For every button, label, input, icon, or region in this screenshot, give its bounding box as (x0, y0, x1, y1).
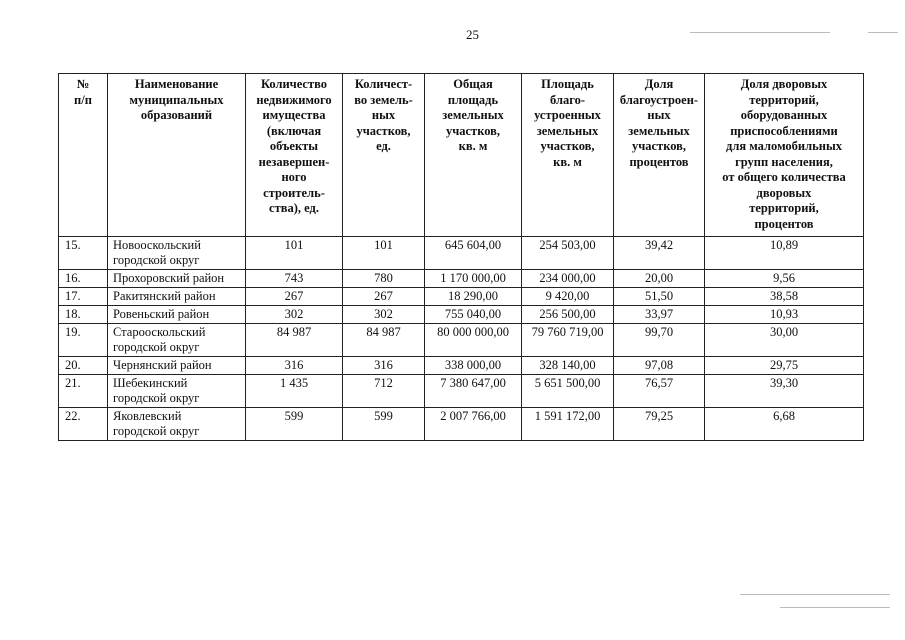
header-line: муниципальных (129, 92, 224, 107)
plots-count-cell: 267 (343, 288, 425, 306)
header-line: Наименование (134, 77, 219, 91)
improved-share-cell: 79,25 (614, 408, 705, 441)
improved-share-cell: 99,70 (614, 324, 705, 357)
column-header (614, 74, 705, 237)
municipality-cell (108, 375, 246, 408)
plots-count-cell: 101 (343, 237, 425, 270)
municipality-name-line: Прохоровский район (113, 271, 225, 285)
plots-count-cell: 302 (343, 306, 425, 324)
table-row (59, 237, 864, 270)
column-header (108, 74, 246, 237)
header-line: благо- (550, 92, 585, 107)
property-count-cell: 101 (246, 237, 343, 270)
header-line: участков, (356, 123, 411, 138)
header-line: территорий, (749, 201, 819, 215)
header-line: Количест- (354, 77, 413, 91)
header-line: земельных (442, 108, 504, 122)
improved-area-cell: 9 420,00 (522, 288, 614, 306)
column-header (59, 74, 108, 237)
scan-artifact (690, 32, 830, 33)
property-count-cell: 743 (246, 270, 343, 288)
total-area-cell: 2 007 766,00 (425, 408, 522, 441)
table-row (59, 357, 864, 375)
column-header (522, 74, 614, 237)
property-count-cell: 84 987 (246, 324, 343, 357)
header-line: земельных (628, 123, 690, 138)
improved-share-cell: 33,97 (614, 306, 705, 324)
improved-share-cell: 76,57 (614, 375, 705, 408)
row-number-cell: 17. (59, 288, 108, 306)
table-row (59, 375, 864, 408)
header-line: имущества (262, 108, 326, 122)
total-area-cell: 1 170 000,00 (425, 270, 522, 288)
header-line: участков, (540, 139, 595, 153)
property-count-cell: 316 (246, 357, 343, 375)
municipality-cell (108, 357, 246, 375)
table-body (59, 237, 864, 441)
improved-area-cell: 1 591 172,00 (522, 408, 614, 441)
municipality-cell (108, 324, 246, 357)
total-area-cell: 755 040,00 (425, 306, 522, 324)
row-number-cell: 21. (59, 375, 108, 408)
property-count-cell: 599 (246, 408, 343, 441)
improved-area-cell: 234 000,00 (522, 270, 614, 288)
municipality-name-line: городской округ (113, 391, 200, 405)
header-line: незавершен- (258, 154, 330, 169)
header-line: Доля (644, 77, 674, 91)
column-header (705, 74, 864, 237)
total-area-cell: 18 290,00 (425, 288, 522, 306)
header-line: (включая (266, 123, 322, 138)
header-line: ных (647, 108, 671, 122)
header-line: ства), ед. (269, 201, 319, 215)
header-line: Площадь (541, 77, 594, 91)
municipality-name-line: городской округ (113, 253, 200, 267)
row-number-cell: 15. (59, 237, 108, 270)
table-row (59, 408, 864, 441)
total-area-cell: 7 380 647,00 (425, 375, 522, 408)
header-line: процентов (629, 154, 689, 169)
header-line: устроенных (534, 108, 601, 122)
header-line: ного (281, 170, 307, 184)
header-line: от общего количества (722, 170, 846, 184)
property-count-cell: 1 435 (246, 375, 343, 408)
yard-share-cell: 29,75 (705, 357, 864, 375)
table-row (59, 270, 864, 288)
header-line: участков, (631, 139, 687, 153)
row-number-cell: 22. (59, 408, 108, 441)
header-line: объекты (269, 139, 319, 153)
header-line: недвижимого (256, 92, 332, 107)
data-table (58, 73, 864, 441)
table-row (59, 324, 864, 357)
municipality-name-line: Ровеньский район (113, 307, 210, 321)
yard-share-cell: 30,00 (705, 324, 864, 357)
plots-count-cell: 599 (343, 408, 425, 441)
municipality-name-line: Яковлевский (113, 409, 182, 423)
header-line: кв. м (458, 139, 488, 153)
plots-count-cell: 316 (343, 357, 425, 375)
column-header (343, 74, 425, 237)
column-header (246, 74, 343, 237)
header-line: дворовых (756, 185, 812, 200)
header-line: Доля дворовых (740, 77, 828, 91)
header-line: площадь (447, 92, 499, 107)
table-row (59, 288, 864, 306)
header-line: кв. м (553, 154, 582, 169)
municipality-cell (108, 237, 246, 270)
row-number-cell: 16. (59, 270, 108, 288)
row-number-cell: 19. (59, 324, 108, 357)
total-area-cell: 645 604,00 (425, 237, 522, 270)
yard-share-cell: 10,93 (705, 306, 864, 324)
municipality-name-line: Чернянский район (113, 358, 212, 372)
yard-share-cell: 6,68 (705, 408, 864, 441)
total-area-cell: 338 000,00 (425, 357, 522, 375)
page-number: 25 (466, 27, 479, 42)
improved-area-cell: 79 760 719,00 (522, 324, 614, 357)
header-line: во земель- (354, 92, 413, 107)
municipality-name-line: Ракитянский район (113, 289, 216, 303)
improved-share-cell: 39,42 (614, 237, 705, 270)
table-row (59, 306, 864, 324)
plots-count-cell: 780 (343, 270, 425, 288)
column-header (425, 74, 522, 237)
header-line: участков, (445, 123, 501, 138)
header-line: процентов (754, 216, 814, 231)
municipality-cell (108, 288, 246, 306)
scan-artifact (740, 594, 890, 595)
improved-area-cell: 5 651 500,00 (522, 375, 614, 408)
header-line: приспособлениями (730, 123, 838, 138)
municipality-name-line: Старооскольский (113, 325, 206, 339)
municipality-name-line: городской округ (113, 424, 200, 438)
municipality-cell (108, 306, 246, 324)
yard-share-cell: 10,89 (705, 237, 864, 270)
header-line: Количество (260, 77, 328, 91)
plots-count-cell: 712 (343, 375, 425, 408)
header-line: благоустроен- (619, 92, 699, 107)
property-count-cell: 302 (246, 306, 343, 324)
header-line: земельных (536, 123, 599, 138)
municipality-name-line: городской округ (113, 340, 200, 354)
header-line: ных (371, 108, 396, 122)
header-line: территорий, (749, 92, 819, 107)
improved-share-cell: 20,00 (614, 270, 705, 288)
improved-share-cell: 97,08 (614, 357, 705, 375)
improved-area-cell: 254 503,00 (522, 237, 614, 270)
total-area-cell: 80 000 000,00 (425, 324, 522, 357)
table-header-row (59, 74, 864, 237)
improved-area-cell: 328 140,00 (522, 357, 614, 375)
yard-share-cell: 39,30 (705, 375, 864, 408)
scan-artifact (868, 32, 898, 33)
municipality-name-line: Шебекинский (113, 376, 188, 390)
improved-share-cell: 51,50 (614, 288, 705, 306)
yard-share-cell: 38,58 (705, 288, 864, 306)
plots-count-cell: 84 987 (343, 324, 425, 357)
improved-area-cell: 256 500,00 (522, 306, 614, 324)
header-line: п/п (74, 92, 92, 107)
header-line: для маломобильных (726, 139, 842, 153)
municipality-name-line: Новооскольский (113, 238, 201, 252)
header-line: групп населения, (735, 154, 833, 169)
header-line: Общая (453, 77, 493, 91)
municipality-cell (108, 270, 246, 288)
header-line: № (76, 77, 90, 91)
header-line: оборудованных (740, 108, 828, 122)
row-number-cell: 20. (59, 357, 108, 375)
header-line: строитель- (263, 185, 325, 200)
header-line: ед. (376, 139, 391, 153)
row-number-cell: 18. (59, 306, 108, 324)
yard-share-cell: 9,56 (705, 270, 864, 288)
property-count-cell: 267 (246, 288, 343, 306)
municipality-cell (108, 408, 246, 441)
header-line: образований (140, 108, 213, 122)
scan-artifact (780, 607, 890, 608)
